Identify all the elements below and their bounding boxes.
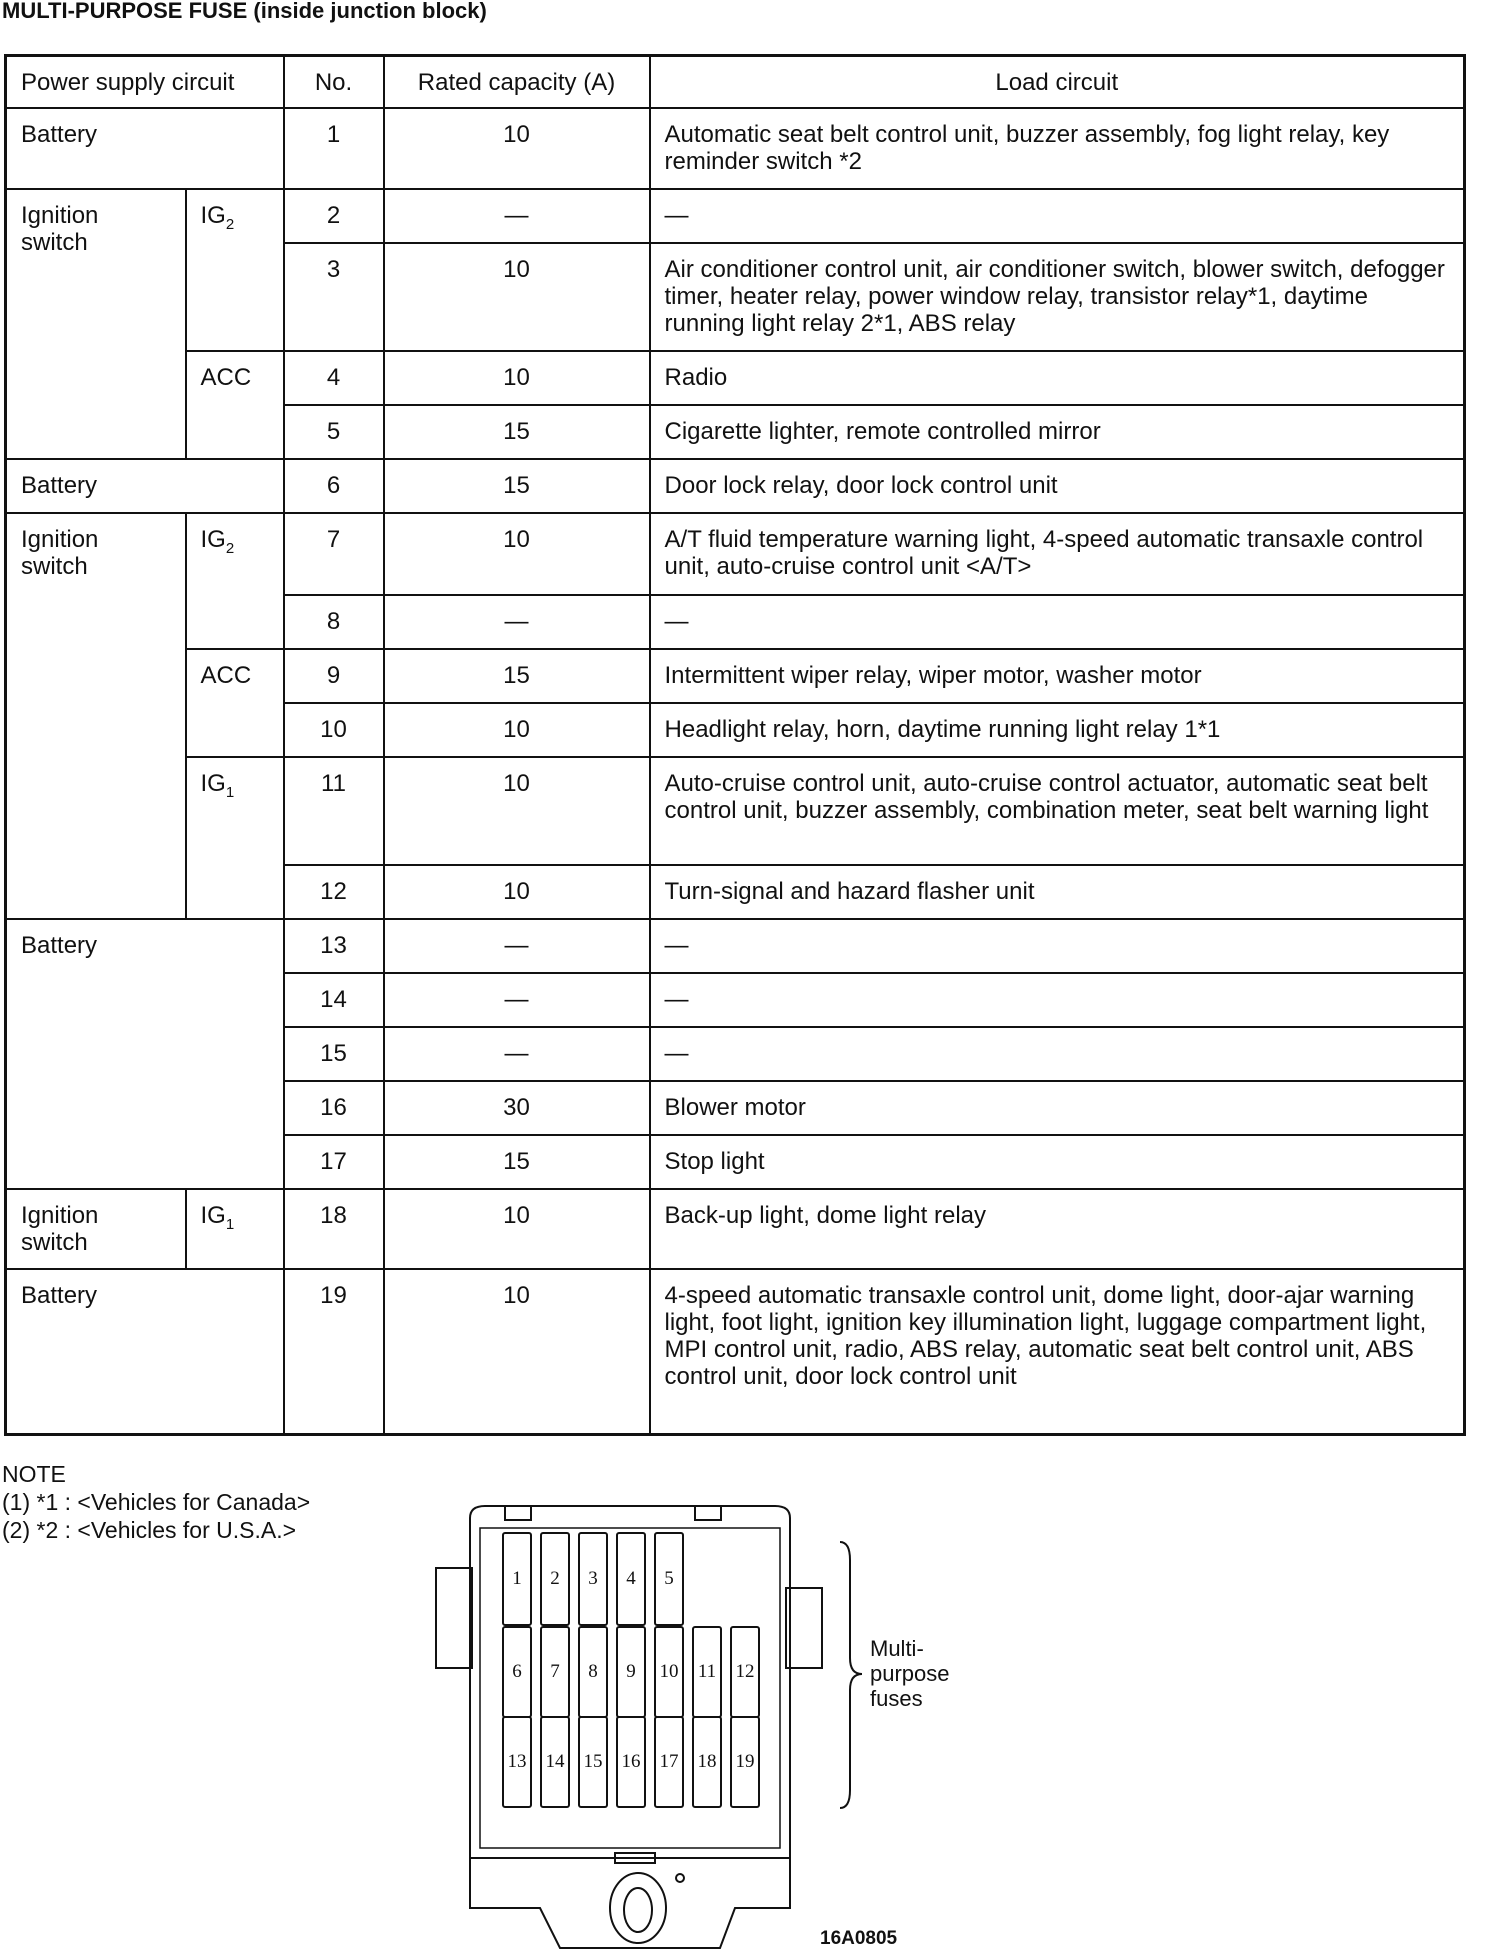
sub-acc: ACC [186, 649, 284, 757]
fuse-no: 14 [284, 973, 384, 1027]
rated: — [384, 1027, 650, 1081]
multi-purpose-fuses-label: Multi-purpose fuses [870, 1636, 950, 1711]
rated: 10 [384, 865, 650, 919]
table-row [6, 351, 1465, 405]
fuse-slot: 11 [692, 1626, 722, 1718]
table-row [6, 649, 1465, 703]
table-row [6, 1269, 1465, 1434]
brace-icon [836, 1540, 866, 1810]
load: — [650, 189, 1465, 243]
load: Auto-cruise control unit, auto-cruise control actuator, automatic seat belt control unit, buzzer assembly, combination meter, seat belt warning light [650, 757, 1465, 865]
note-heading: NOTE [2, 1461, 66, 1487]
rated: — [384, 189, 650, 243]
power-ignition: Ignition switch [6, 513, 186, 919]
note-block [2, 1460, 310, 1544]
header-rated: Rated capacity (A) [384, 56, 650, 109]
rated: 15 [384, 405, 650, 459]
rated: 10 [384, 243, 650, 351]
fuse-slot: 5 [654, 1532, 684, 1626]
load: Stop light [650, 1135, 1465, 1189]
fuse-slot: 7 [540, 1626, 570, 1718]
load: — [650, 919, 1465, 973]
fuse-no: 18 [284, 1189, 384, 1269]
load: A/T fluid temperature warning light, 4-speed automatic transaxle control unit, auto-cruise control unit <A/T> [650, 513, 1465, 595]
rated: 15 [384, 649, 650, 703]
fuse-no: 7 [284, 513, 384, 595]
sub-acc: ACC [186, 351, 284, 459]
load: Air conditioner control unit, air conditioner switch, blower switch, defogger timer, heater relay, power window relay, transistor relay*1, daytime running light relay 2*1, ABS relay [650, 243, 1465, 351]
sub-ig1: $IG_1$ [186, 1189, 284, 1269]
page-title: MULTI-PURPOSE FUSE (inside junction block) [2, 0, 487, 23]
load: — [650, 1027, 1465, 1081]
rated: 10 [384, 351, 650, 405]
load: — [650, 595, 1465, 649]
table-row [6, 1189, 1465, 1269]
fuse-no: 8 [284, 595, 384, 649]
header-power-supply: Power supply circuit [6, 56, 284, 109]
fuse-slot: 19 [730, 1716, 760, 1808]
power-battery: Battery [6, 108, 284, 189]
note-item: (2) *2 : <Vehicles for U.S.A.> [2, 1517, 297, 1543]
load: Intermittent wiper relay, wiper motor, washer motor [650, 649, 1465, 703]
rated: 10 [384, 513, 650, 595]
fuse-slot: 1 [502, 1532, 532, 1626]
header-load: Load circuit [650, 56, 1465, 109]
fuse-slot: 18 [692, 1716, 722, 1808]
rated: 10 [384, 703, 650, 757]
table-row [6, 919, 1465, 973]
load: Headlight relay, horn, daytime running light relay 1*1 [650, 703, 1465, 757]
power-battery: Battery [6, 1269, 284, 1434]
fuse-no: 15 [284, 1027, 384, 1081]
fuse-slot: 17 [654, 1716, 684, 1808]
fuse-no: 16 [284, 1081, 384, 1135]
sub-ig2: $IG_2$ [186, 189, 284, 351]
fuse-no: 2 [284, 189, 384, 243]
fuse-slot: 6 [502, 1626, 532, 1718]
load: Turn-signal and hazard flasher unit [650, 865, 1465, 919]
fuse-slot: 14 [540, 1716, 570, 1808]
fuse-no: 3 [284, 243, 384, 351]
rated: — [384, 973, 650, 1027]
fuse-no: 1 [284, 108, 384, 189]
load: 4-speed automatic transaxle control unit, dome light, door-ajar warning light, foot light, ignition key illumination light, luggage compartment light, MPI control unit, radio, ABS relay, automatic seat belt control unit, ABS control unit, door lock control unit [650, 1269, 1465, 1434]
load: — [650, 973, 1465, 1027]
load: Blower motor [650, 1081, 1465, 1135]
fuse-no: 4 [284, 351, 384, 405]
sub-ig2: $IG_2$ [186, 513, 284, 649]
table-row [6, 513, 1465, 595]
table-row [6, 189, 1465, 243]
fuse-slot: 3 [578, 1532, 608, 1626]
load: Back-up light, dome light relay [650, 1189, 1465, 1269]
fuse-table [4, 54, 1466, 1436]
load: Automatic seat belt control unit, buzzer assembly, fog light relay, key reminder switch *2 [650, 108, 1465, 189]
fuse-no: 5 [284, 405, 384, 459]
load: Door lock relay, door lock control unit [650, 459, 1465, 513]
power-battery: Battery [6, 919, 284, 1189]
fuse-slot: 13 [502, 1716, 532, 1808]
fuse-slot: 10 [654, 1626, 684, 1718]
rated: 15 [384, 1135, 650, 1189]
fuse-no: 17 [284, 1135, 384, 1189]
fuse-slot: 4 [616, 1532, 646, 1626]
power-ignition: Ignition switch [6, 189, 186, 459]
fuse-slot: 2 [540, 1532, 570, 1626]
rated: 10 [384, 1269, 650, 1434]
rated: 30 [384, 1081, 650, 1135]
fuse-no: 10 [284, 703, 384, 757]
rated: — [384, 595, 650, 649]
rated: 10 [384, 757, 650, 865]
note-item: (1) *1 : <Vehicles for Canada> [2, 1489, 311, 1515]
fuse-slot: 12 [730, 1626, 760, 1718]
figure-code: 16A0805 [820, 1928, 898, 1949]
power-ignition: Ignition switch [6, 1189, 186, 1269]
rated: 10 [384, 1189, 650, 1269]
fuse-slot: 16 [616, 1716, 646, 1808]
fuse-no: 11 [284, 757, 384, 865]
header-no: No. [284, 56, 384, 109]
fuse-no: 19 [284, 1269, 384, 1434]
fuse-slot: 15 [578, 1716, 608, 1808]
sub-ig1: $IG_1$ [186, 757, 284, 919]
fuse-no: 9 [284, 649, 384, 703]
load: Radio [650, 351, 1465, 405]
load: Cigarette lighter, remote controlled mirror [650, 405, 1465, 459]
rated: 10 [384, 108, 650, 189]
table-row [6, 108, 1465, 189]
rated: — [384, 919, 650, 973]
fuse-slot: 8 [578, 1626, 608, 1718]
fuse-no: 12 [284, 865, 384, 919]
fuse-slot: 9 [616, 1626, 646, 1718]
fuse-no: 6 [284, 459, 384, 513]
fuse-no: 13 [284, 919, 384, 973]
table-row [6, 757, 1465, 865]
table-header-row [6, 56, 1465, 109]
power-battery: Battery [6, 459, 284, 513]
table-row [6, 459, 1465, 513]
rated: 15 [384, 459, 650, 513]
